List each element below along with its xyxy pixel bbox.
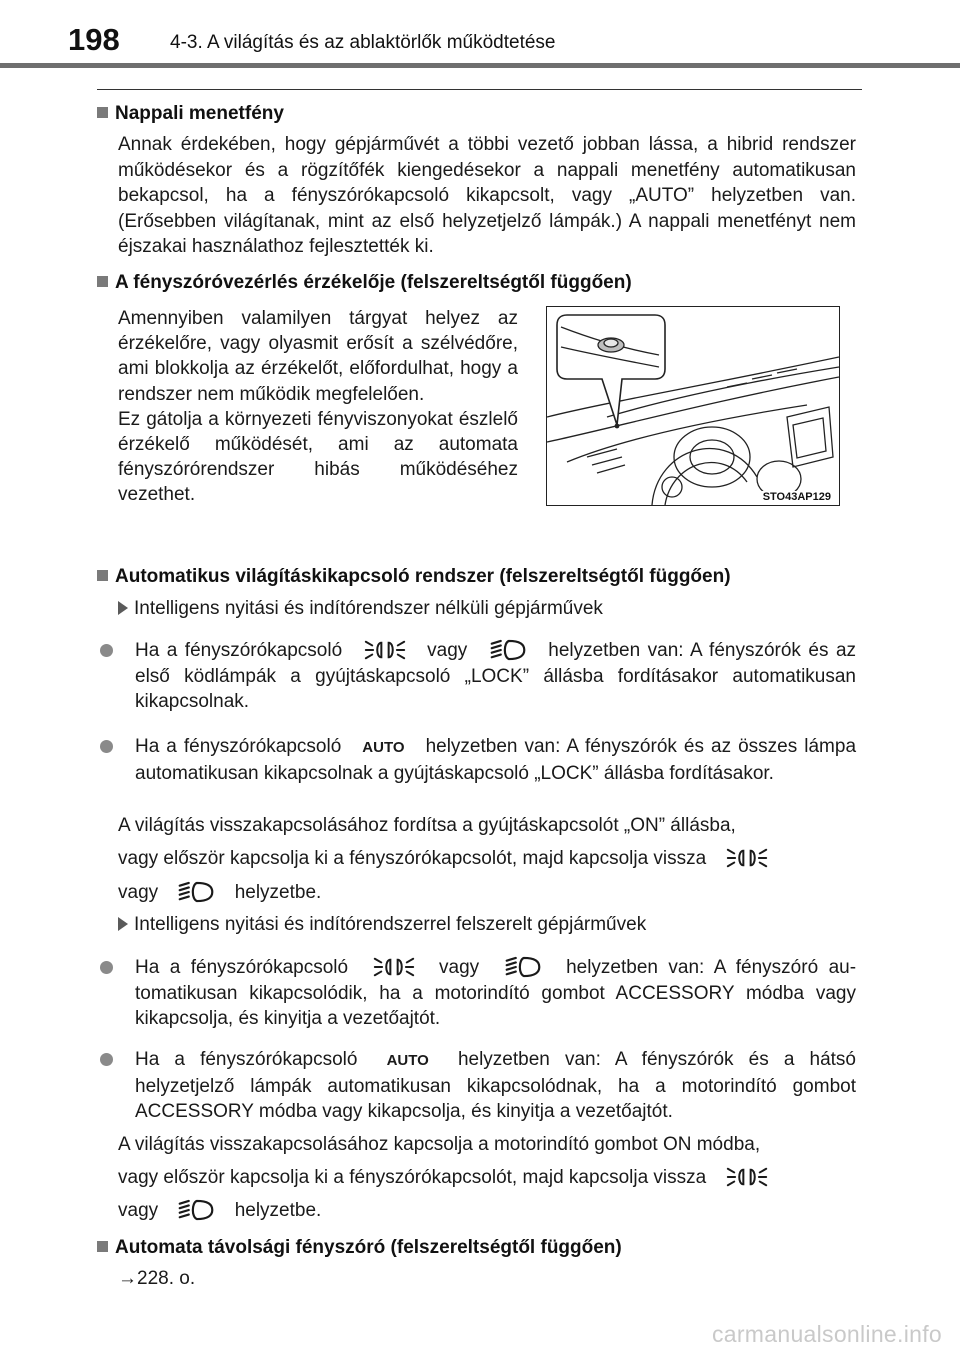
triangle-bullet-icon [118,601,128,615]
bullet-1: Ha a fényszórókapcsoló vagy helyzetben van: A fényszórók és az első ködlámpák a gyújtáskapcsoló „LOCK” állásba fordításakor automatikusan kikapcsolnak. [100,638,856,715]
page-header [0,0,960,68]
headlight-icon [489,638,527,662]
square-bullet-icon [97,276,108,287]
bullet-3: Ha a fényszórókapcsoló vagy helyzetben van: A fényszóró au- tomatikusan kikapcsolódik, ha a motorindító gombot ACCESSORY módba vagy kikapcsolja, és kinyitja a vezetőajtót. [100,955,856,1032]
section-title-auto-off: Automatikus világításkikapcsoló rendszer (felszereltségtől függően) [97,566,731,588]
bullet-2: Ha a fényszórókapcsoló AUTO helyzetben van: A fényszórók és az összes lámpa automatikusan kikapcsolnak a gyújtáskapcsoló „LOCK” állásba fordításakor. [100,734,856,786]
dashboard-sensor-illustration [546,306,840,506]
illustration-code: STO43AP129 [762,491,831,503]
dashboard-sensor-icon [547,307,839,505]
auto-icon: AUTO [362,739,405,756]
sensor-paragraph: Amennyiben valamilyen tárgyat helyez az érzékelőre, vagy olyasmit erősít a szélvédőre, ami blokkolja az érzékelőt, előfordulhat, hogy a rendszer nem működik megfelelően. Ez gátolja a környezeti fényviszonyokat észlelő érzékelő működését, ami az automata fényszórórendszer hibás működéséhez vezethet. [118,308,518,506]
chapter-title: 4-3. A világítás és az ablaktörlők működtetése [170,32,556,53]
circle-bullet-icon [100,644,113,657]
square-bullet-icon [97,1241,108,1252]
triangle-bullet-icon [118,917,128,931]
headlight-icon [177,1198,215,1222]
restore-paragraph-2-line-2: vagy először kapcsolja ki a fényszórókapcsolót, majd kapcsolja vissza [118,1165,782,1189]
auto-icon: AUTO [386,1052,429,1069]
section-title-high-beam: Automata távolsági fényszóró (felszereltségtől függően) [97,1237,622,1259]
section-title-daytime: Nappali menetfény [97,103,284,125]
circle-bullet-icon [100,740,113,753]
header-divider [0,63,960,68]
page-reference-link[interactable]: →228. o. [118,1268,196,1289]
parking-lights-icon [364,638,406,662]
square-bullet-icon [97,570,108,581]
daytime-paragraph: Annak érdekében, hogy gépjárművét a többi vezető jobban lássa, a hibrid rendszer működésekor és a rögzítőfék kiengedésekor a nappali menetfény automatikusan bekapcsol, ha a fényszórókapcsoló kikapcsolt, vagy „AUTO” helyzetben van. (Erősebben világítanak, mint az első helyzetjelző lámpák.) A nappali menetfényt nem éjszakai használathoz fejlesztették ki. [118,134,856,257]
subheading-smart-key: Intelligens nyitási és indítórendszerrel felszerelt gépjárművek [118,914,646,936]
restore-paragraph-2-line-1: A világítás visszakapcsolásához kapcsolja a motorindító gombot ON módba, [118,1134,761,1155]
subheading-no-smart-key: Intelligens nyitási és indítórendszer nélküli gépjárművek [118,598,603,620]
watermark: carmanualsonline.info [711,1321,942,1347]
section-divider [97,89,862,90]
parking-lights-icon [726,846,768,870]
parking-lights-icon [373,955,415,979]
circle-bullet-icon [100,1053,113,1066]
headlight-icon [504,955,542,979]
page-number: 198 [68,22,120,57]
headlight-icon [177,880,215,904]
circle-bullet-icon [100,961,113,974]
restore-paragraph-2-line-3: vagy helyzetbe. [118,1200,322,1221]
section-title-sensor: A fényszóróvezérlés érzékelője (felszereltségtől függően) [97,272,632,294]
bullet-4: Ha a fényszórókapcsoló AUTO helyzetben van: A fényszórók és a hátsó helyzetjelző lámpák automatikusan kikapcsolódnak, ha a motorindító gombot ACCESSORY módba vagy kikapcsolja, és kinyitja a vezetőajtót. [100,1047,856,1125]
restore-paragraph-1-line-3: vagy helyzetbe. [118,882,322,903]
parking-lights-icon [726,1165,768,1189]
restore-paragraph-1-line-2: vagy először kapcsolja ki a fényszórókapcsolót, majd kapcsolja vissza [118,846,782,870]
restore-paragraph-1-line-1: A világítás visszakapcsolásához fordítsa a gyújtáskapcsolót „ON” állásba, [118,815,736,836]
square-bullet-icon [97,107,108,118]
